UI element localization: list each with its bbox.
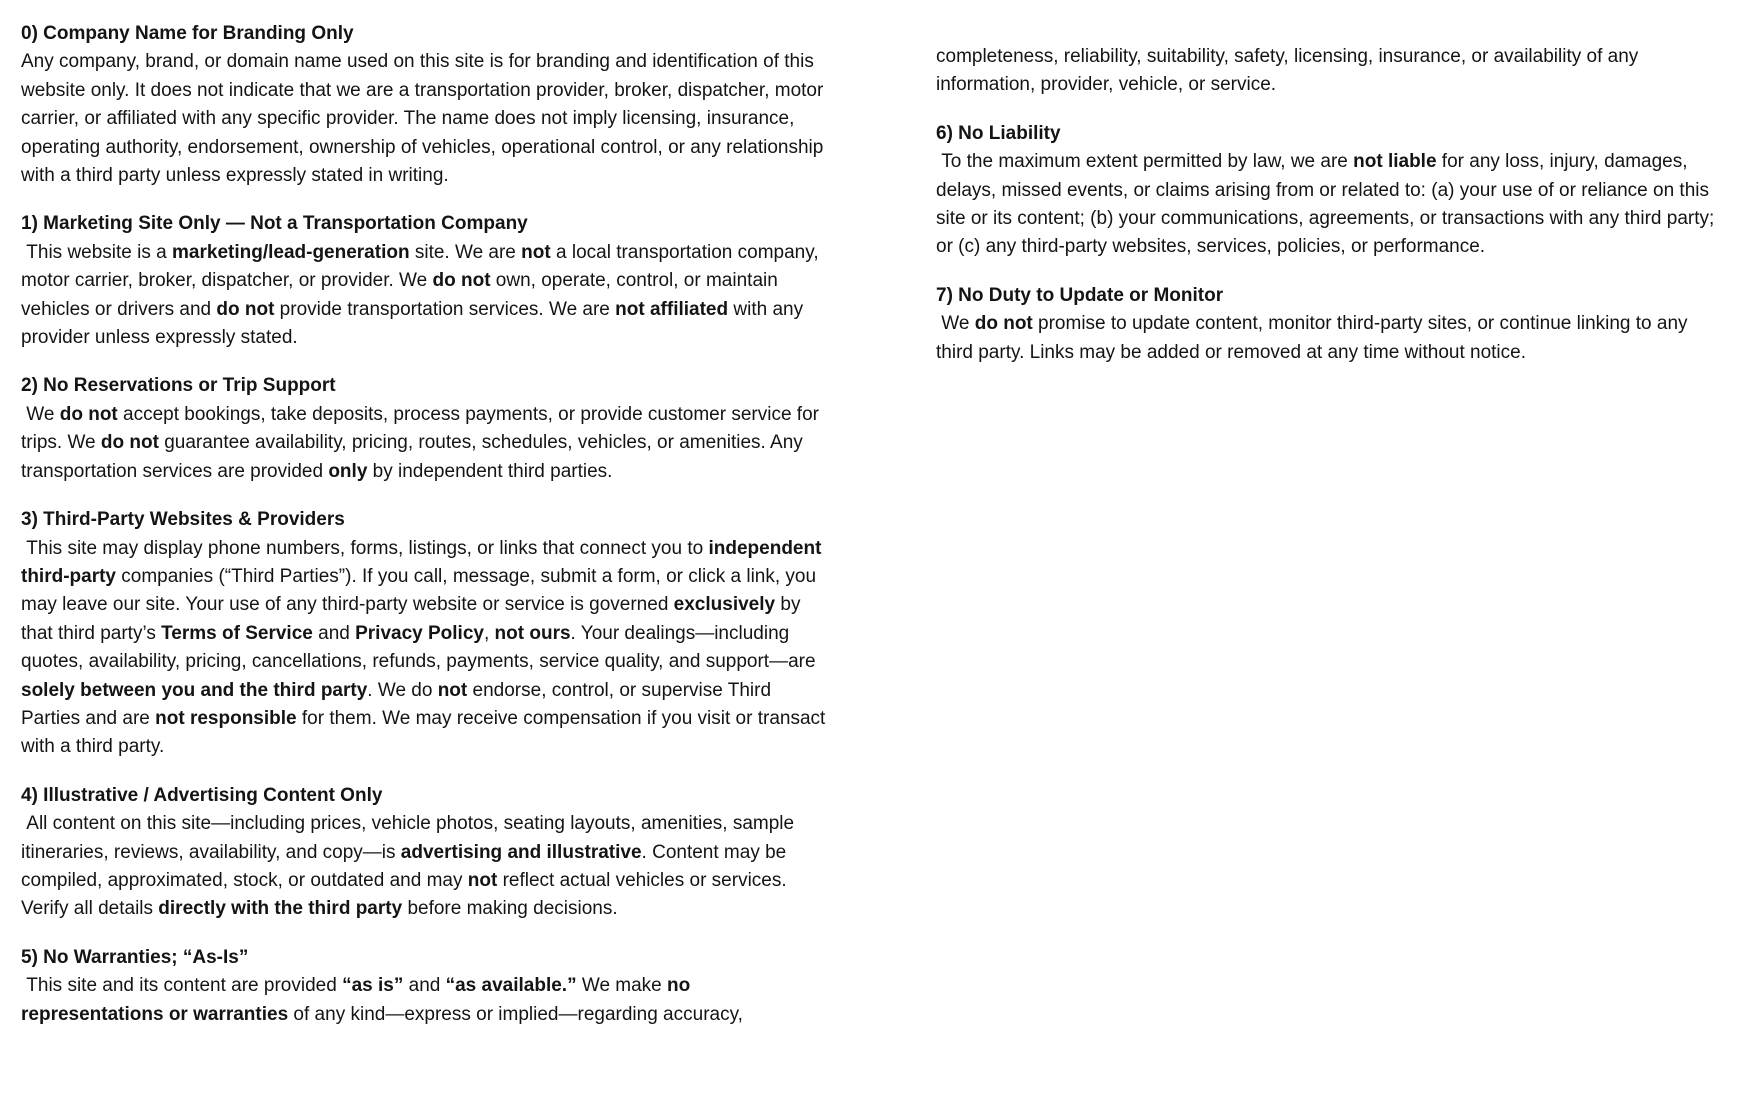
section-no-duty-to-update [936, 282, 1726, 367]
section-paragraph: We do not promise to update content, monitor third-party sites, or continue linking to any third party. Links may be added or removed at any time without notice. [936, 313, 1693, 363]
section-paragraph: To the maximum extent permitted by law, we are not liable for any loss, injury, damages, delays, missed events, or claims arising from or related to: (a) your use of or reliance on this site or its content; (b) your communications, agreements, or transactions with any third party; or (c) any third-party websites, services, policies, or performance. [936, 151, 1720, 258]
section-heading: 2) No Reservations or Trip Support [21, 375, 336, 397]
right-column [936, 43, 1726, 387]
section-no-warranties [21, 944, 833, 1029]
section-heading: 4) Illustrative / Advertising Content Only [21, 784, 383, 806]
section-heading: 7) No Duty to Update or Monitor [936, 284, 1224, 306]
section-marketing-site-only [21, 210, 833, 352]
section-heading: 0) Company Name for Branding Only [21, 23, 354, 44]
section-no-warranties-continuation [936, 43, 1726, 100]
section-paragraph: This site may display phone numbers, forms, listings, or links that connect you to independent third-party companies (“Third Parties”). If you call, message, submit a form, or click a link, you may leave our site. Your use of any third-party website or service is governed exclusively by that third party’s Terms of Service and Privacy Policy, not ours. Your dealings—including quotes, availability, pricing, cancellations, refunds, payments, service quality, and support—are solely between you and the third party. We do not endorse, control, or supervise Third Parties and are not responsible for them. We may receive compensation if you visit or transact with a third party. [21, 537, 831, 758]
section-paragraph: Any company, brand, or domain name used on this site is for branding and identification of this website only. It does not indicate that we are a transportation provider, broker, dispatcher, motor carrier, or affiliated with any specific provider. The name does not imply licensing, insurance, operating authority, endorsement, ownership of vehicles, operational control, or any relationship with a third party unless expressly stated in writing. [21, 51, 829, 187]
section-illustrative-content [21, 782, 833, 924]
section-no-liability [936, 120, 1726, 262]
section-company-name-branding [21, 20, 833, 190]
section-heading: 3) Third-Party Websites & Providers [21, 509, 345, 531]
section-paragraph: This site and its content are provided “as is” and “as available.” We make no representations or warranties of any kind—express or implied—regarding accuracy, [21, 975, 743, 1025]
section-heading: 5) No Warranties; “As-Is” [21, 946, 249, 968]
left-column [21, 20, 833, 1049]
section-heading: 6) No Liability [936, 122, 1061, 144]
section-paragraph: We do not accept bookings, take deposits, process payments, or provide customer service for trips. We do not guarantee availability, pricing, routes, schedules, vehicles, or amenities. Any transportation services are provided only by independent third parties. [21, 403, 825, 482]
section-third-party-websites [21, 506, 833, 762]
section-no-reservations [21, 372, 833, 486]
section-paragraph: All content on this site—including prices, vehicle photos, seating layouts, amenities, sample itineraries, reviews, availability, and copy—is advertising and illustrative. Content may be compiled, approximated, stock, or outdated and may not reflect actual vehicles or services. Verify all details directly with the third party before making decisions. [21, 813, 800, 920]
section-paragraph: completeness, reliability, suitability, safety, licensing, insurance, or availability of any information, provider, vehicle, or service. [936, 46, 1644, 96]
section-heading: 1) Marketing Site Only — Not a Transportation Company [21, 213, 528, 235]
section-paragraph: This website is a marketing/lead-generation site. We are not a local transportation company, motor carrier, broker, dispatcher, or provider. We do not own, operate, control, or maintain vehicles or drivers and do not provide transportation services. We are not affiliated with any provider unless expressly stated. [21, 241, 824, 349]
